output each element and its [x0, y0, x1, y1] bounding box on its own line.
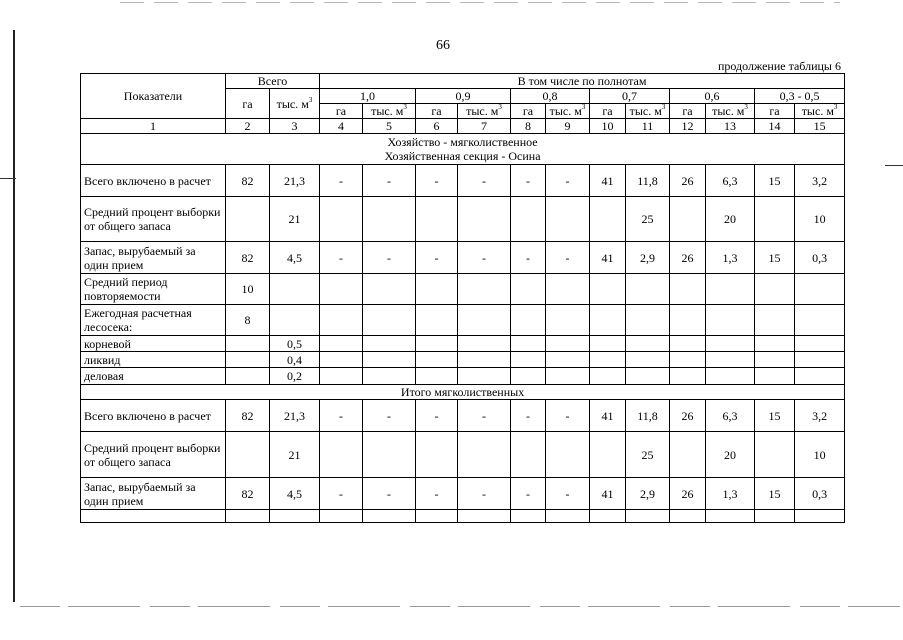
column-number-cell: 3	[270, 119, 320, 134]
table-cell	[416, 197, 458, 242]
unit-m3-cell: тыс. $м^3$	[546, 104, 590, 119]
table-cell	[363, 432, 416, 478]
table-cell	[511, 510, 546, 523]
table-cell: 82	[226, 165, 270, 197]
table-cell	[416, 352, 458, 368]
table-cell: 26	[670, 400, 706, 432]
table-cell: 15	[755, 400, 795, 432]
table-cell	[320, 352, 363, 368]
row-label: Всего включено в расчет	[81, 165, 226, 197]
table-cell	[755, 352, 795, 368]
header-density-6: 0,3 - 0,5	[755, 89, 845, 104]
table-cell: 41	[590, 478, 626, 510]
table-cell	[320, 305, 363, 336]
table-cell	[270, 510, 320, 523]
table-cell: 41	[590, 400, 626, 432]
table-cell	[270, 305, 320, 336]
table-row	[81, 242, 845, 274]
section-title	[81, 134, 845, 165]
table-cell	[458, 274, 511, 305]
table-cell: 21	[270, 432, 320, 478]
table-cell: -	[416, 165, 458, 197]
table-cell	[546, 352, 590, 368]
column-number-cell: 9	[546, 119, 590, 134]
table-row	[81, 336, 845, 352]
scan-tick-right	[885, 165, 903, 166]
table-row	[81, 510, 845, 523]
table-cell	[626, 352, 670, 368]
header-density-5: 0,6	[670, 89, 755, 104]
table-cell	[546, 274, 590, 305]
unit-ha-cell: га	[755, 104, 795, 119]
row-label: Всего включено в расчет	[81, 400, 226, 432]
table-cell	[706, 336, 755, 352]
table-cell: 0,3	[795, 478, 845, 510]
table-cell	[363, 336, 416, 352]
table-cell: 21,3	[270, 165, 320, 197]
table-cell: 26	[670, 165, 706, 197]
table-cell	[670, 305, 706, 336]
table-cell	[458, 336, 511, 352]
table-cell: 3,2	[795, 400, 845, 432]
table-cell	[226, 352, 270, 368]
table-cell: 6,3	[706, 400, 755, 432]
table-cell	[546, 336, 590, 352]
table-row	[81, 368, 845, 385]
row-label: Запас, вырубаемый за один прием	[81, 478, 226, 510]
table-row	[81, 432, 845, 478]
table-cell: 3,2	[795, 165, 845, 197]
table-continuation-caption: продолжение таблицы 6	[717, 59, 841, 73]
table-cell	[226, 432, 270, 478]
table-cell	[511, 432, 546, 478]
unit-ha-cell: га	[511, 104, 546, 119]
header-total-ha: га	[226, 89, 270, 119]
table-cell	[320, 368, 363, 385]
unit-ha-cell: га	[320, 104, 363, 119]
table-cell	[226, 510, 270, 523]
table-cell: 41	[590, 242, 626, 274]
table-cell: 21	[270, 197, 320, 242]
table-row	[81, 274, 845, 305]
table-cell	[458, 197, 511, 242]
section-title-line: Хозяйство - мягколиственное	[387, 135, 538, 149]
header-density-3: 0,8	[511, 89, 590, 104]
column-number-cell: 15	[795, 119, 845, 134]
table-cell	[590, 336, 626, 352]
table-cell	[706, 274, 755, 305]
table-row	[81, 352, 845, 368]
table-cell	[755, 305, 795, 336]
table-cell: 0,5	[270, 336, 320, 352]
table-cell	[626, 368, 670, 385]
header-including: В том числе по полнотам	[320, 74, 845, 89]
table-cell: -	[546, 478, 590, 510]
header-density-2: 0,9	[416, 89, 511, 104]
table-cell	[416, 432, 458, 478]
column-number-cell: 14	[755, 119, 795, 134]
section-title-line: Итого мягколиственных	[400, 385, 525, 399]
scan-border-bottom	[20, 606, 900, 607]
column-number-cell: 13	[706, 119, 755, 134]
page-number: 66	[436, 38, 450, 53]
table-cell: 11,8	[626, 165, 670, 197]
table-cell: 26	[670, 242, 706, 274]
table-cell: 2,9	[626, 478, 670, 510]
column-numbers-row	[81, 119, 845, 134]
table-cell	[511, 336, 546, 352]
table-cell: 6,3	[706, 165, 755, 197]
table-cell	[706, 510, 755, 523]
table-cell	[511, 368, 546, 385]
row-label: Средний процент выборки от общего запаса	[81, 197, 226, 242]
table-cell	[755, 197, 795, 242]
table-cell	[795, 352, 845, 368]
table-cell: 82	[226, 242, 270, 274]
table-cell	[795, 336, 845, 352]
table-cell	[363, 274, 416, 305]
table-cell: 41	[590, 165, 626, 197]
column-number-cell: 1	[81, 119, 226, 134]
section-title	[81, 385, 845, 400]
table-cell	[416, 305, 458, 336]
row-label: корневой	[81, 336, 226, 352]
column-number-cell: 5	[363, 119, 416, 134]
column-number-cell: 7	[458, 119, 511, 134]
unit-ha-cell: га	[590, 104, 626, 119]
table-cell	[416, 368, 458, 385]
row-label: деловая	[81, 368, 226, 385]
table-cell: -	[320, 242, 363, 274]
row-label	[81, 510, 226, 523]
table-cell: 2,9	[626, 242, 670, 274]
table-cell	[755, 368, 795, 385]
table-cell: -	[458, 478, 511, 510]
table-cell	[795, 305, 845, 336]
table-cell	[363, 510, 416, 523]
table-cell	[546, 368, 590, 385]
header-density-4: 0,7	[590, 89, 670, 104]
table-cell: -	[546, 165, 590, 197]
table-cell	[511, 352, 546, 368]
table-cell: 4,5	[270, 242, 320, 274]
table-row	[81, 197, 845, 242]
table-cell	[795, 368, 845, 385]
column-number-cell: 12	[670, 119, 706, 134]
column-number-cell: 10	[590, 119, 626, 134]
table-row	[81, 165, 845, 197]
table-cell	[363, 305, 416, 336]
header-density-1: 1,0	[320, 89, 416, 104]
table-cell	[458, 432, 511, 478]
table-cell	[416, 510, 458, 523]
table-cell: -	[320, 400, 363, 432]
unit-m3-cell: тыс. $м^3$	[363, 104, 416, 119]
unit-m3-cell: тыс. $м^3$	[795, 104, 845, 119]
section-title-line: Хозяйственная секция - Осина	[384, 149, 541, 163]
table-cell	[626, 274, 670, 305]
header-indicators: Показатели	[81, 74, 226, 119]
table-cell	[320, 432, 363, 478]
row-label: ликвид	[81, 352, 226, 368]
column-number-cell: 6	[416, 119, 458, 134]
unit-ha-cell: га	[670, 104, 706, 119]
scan-border-top	[120, 2, 840, 3]
unit-m3-cell: тыс. $м^3$	[458, 104, 511, 119]
table-cell	[363, 352, 416, 368]
table-cell: -	[511, 478, 546, 510]
table-cell	[320, 197, 363, 242]
table-cell	[590, 432, 626, 478]
table-cell: 26	[670, 478, 706, 510]
table-cell	[670, 336, 706, 352]
table-cell: -	[363, 400, 416, 432]
table-cell	[590, 368, 626, 385]
table-cell: 20	[706, 432, 755, 478]
table-cell	[363, 197, 416, 242]
table-cell: -	[416, 400, 458, 432]
table-cell	[795, 510, 845, 523]
table-cell: 1,3	[706, 242, 755, 274]
table-cell: -	[511, 400, 546, 432]
table-cell: 1,3	[706, 478, 755, 510]
table-cell: -	[363, 478, 416, 510]
table-cell	[590, 274, 626, 305]
table-cell	[755, 510, 795, 523]
table-cell	[755, 432, 795, 478]
row-label: Ежегодная расчетная лесосека:	[81, 305, 226, 336]
table-cell	[755, 274, 795, 305]
table-cell	[590, 305, 626, 336]
table-cell	[320, 336, 363, 352]
table-cell	[270, 274, 320, 305]
table-cell	[590, 352, 626, 368]
table-cell: 0,2	[270, 368, 320, 385]
table-cell	[416, 274, 458, 305]
column-number-cell: 11	[626, 119, 670, 134]
table-cell: 25	[626, 197, 670, 242]
row-label: Запас, вырубаемый за один прием	[81, 242, 226, 274]
table-cell: -	[320, 478, 363, 510]
table-cell: 15	[755, 165, 795, 197]
table-cell: -	[546, 400, 590, 432]
table-cell	[670, 197, 706, 242]
table-cell: -	[320, 165, 363, 197]
table-cell: 10	[226, 274, 270, 305]
table-cell: -	[546, 242, 590, 274]
table-cell	[670, 274, 706, 305]
table-cell	[458, 368, 511, 385]
table-cell: 8	[226, 305, 270, 336]
table-cell	[546, 305, 590, 336]
table-cell	[670, 432, 706, 478]
header-row-1	[81, 74, 845, 89]
table-cell: 10	[795, 197, 845, 242]
table-cell: 82	[226, 400, 270, 432]
table-cell: 0,3	[795, 242, 845, 274]
table-cell	[320, 274, 363, 305]
table-cell: 20	[706, 197, 755, 242]
table-row	[81, 400, 845, 432]
table-cell: -	[511, 242, 546, 274]
section-title-row	[81, 134, 845, 165]
table-cell	[626, 510, 670, 523]
table-cell	[755, 336, 795, 352]
unit-m3-cell: тыс. $м^3$	[706, 104, 755, 119]
table-cell	[546, 510, 590, 523]
table-cell	[458, 510, 511, 523]
table-cell	[416, 336, 458, 352]
table-cell	[511, 197, 546, 242]
table-cell	[511, 274, 546, 305]
table-cell: -	[458, 165, 511, 197]
table-cell: 25	[626, 432, 670, 478]
row-label: Средний процент выборки от общего запаса	[81, 432, 226, 478]
table-cell: -	[458, 242, 511, 274]
table-cell	[363, 368, 416, 385]
row-label: Средний период повторяемости	[81, 274, 226, 305]
scan-border-left	[13, 30, 15, 602]
table-cell	[226, 368, 270, 385]
table-cell: 82	[226, 478, 270, 510]
header-total-m3: тыс. $м^3$	[270, 89, 320, 119]
table-cell	[626, 336, 670, 352]
table-cell	[511, 305, 546, 336]
table-cell	[626, 305, 670, 336]
table-cell	[706, 305, 755, 336]
table-cell: 11,8	[626, 400, 670, 432]
forest-calculation-table	[80, 73, 845, 523]
table-cell	[458, 352, 511, 368]
table-cell: 21,3	[270, 400, 320, 432]
table-cell	[320, 510, 363, 523]
scan-tick-left	[0, 178, 16, 179]
table-cell	[546, 197, 590, 242]
header-total: Всего	[226, 74, 320, 89]
table-row	[81, 305, 845, 336]
section-title-row	[81, 385, 845, 400]
table-cell: 15	[755, 242, 795, 274]
table-cell	[670, 352, 706, 368]
table-cell: -	[458, 400, 511, 432]
table-cell: -	[363, 242, 416, 274]
table-cell: -	[416, 242, 458, 274]
table-cell: -	[511, 165, 546, 197]
table-cell	[795, 274, 845, 305]
table-cell: -	[416, 478, 458, 510]
table-cell	[670, 368, 706, 385]
table-cell	[670, 510, 706, 523]
unit-m3-cell: тыс. $м^3$	[626, 104, 670, 119]
table-cell	[706, 352, 755, 368]
column-number-cell: 4	[320, 119, 363, 134]
table-cell	[546, 432, 590, 478]
table-cell	[706, 368, 755, 385]
table-cell: 15	[755, 478, 795, 510]
table-cell	[458, 305, 511, 336]
table-cell	[590, 510, 626, 523]
table-cell: 10	[795, 432, 845, 478]
table-cell	[226, 336, 270, 352]
table-cell: 4,5	[270, 478, 320, 510]
unit-ha-cell: га	[416, 104, 458, 119]
column-number-cell: 8	[511, 119, 546, 134]
table-row	[81, 478, 845, 510]
table-cell: 0,4	[270, 352, 320, 368]
column-number-cell: 2	[226, 119, 270, 134]
table-cell	[226, 197, 270, 242]
table-cell: -	[363, 165, 416, 197]
table-cell	[590, 197, 626, 242]
